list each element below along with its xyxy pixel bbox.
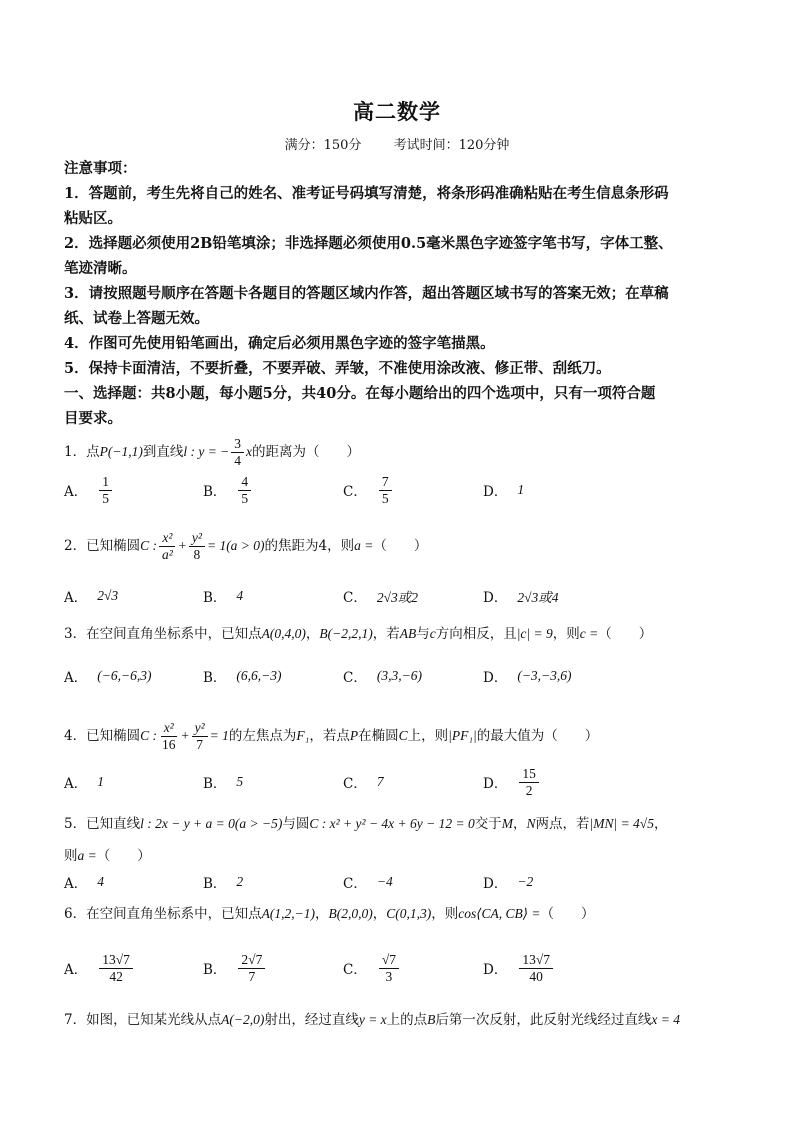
q4-stem: ，若点: [309, 728, 350, 744]
question-6: 6．在空间直角坐标系中，已知点A(1,2,−1)，B(2,0,0)，C(0,1,3)，则cos⟨CA, CB⟩ =（ ）: [64, 906, 595, 922]
q2-stem: 2．已知椭圆: [64, 538, 141, 554]
q7-stem: 射出，经过直线: [264, 1012, 359, 1028]
q4-fraction-x: $\frac{\text{x²}}{16}$: [161, 720, 176, 752]
q5-stem: 交于: [474, 816, 502, 832]
q6-stem: ，则: [431, 906, 459, 922]
question-7: [64, 1010, 744, 1030]
exam-time: 考试时间：120分钟: [393, 138, 510, 153]
q5-stem: 与圆: [282, 816, 310, 832]
q5-stem: 5．已知直线: [64, 816, 141, 832]
q4-stem: 上，则: [407, 728, 449, 744]
q1-line-eq: x: [246, 444, 253, 459]
q7-stem: 后第一次反射，此反射光线经过直线: [435, 1012, 652, 1028]
q2-option-c[interactable]: C． 2√3或2: [343, 590, 419, 606]
q5-option-d[interactable]: D． −2: [483, 874, 534, 892]
q6-point-c: C(0,1,3): [386, 906, 432, 921]
q1-option-c[interactable]: C． $\frac{7}{5}$: [343, 470, 394, 510]
full-score: 满分：150分: [284, 138, 362, 153]
note-line: 5．保持卡面清洁，不要折叠，不要弄破、弄皱，不准使用涂改液、修正带、刮纸刀。: [64, 360, 611, 377]
q3-option-d[interactable]: D． (−3,−3,6): [483, 668, 572, 686]
q4-option-d[interactable]: D． $\frac{15}{2}$: [483, 762, 541, 802]
q2-ask: a =: [354, 538, 374, 553]
q4-stem: 4．已知椭圆: [64, 728, 141, 744]
q5-chord-length: |MN| = 4√5: [589, 816, 654, 831]
q3-stem: ，则: [552, 626, 580, 642]
q5-option-a[interactable]: A． 4: [64, 874, 104, 892]
q5-circle-eq: C : x² + y² − 4x + 6y − 12 = 0: [309, 816, 475, 831]
q3-magnitude: |c| = 9: [516, 626, 553, 641]
question-3: 3．在空间直角坐标系中，已知点A(0,4,0)，B(−2,2,1)，若AB与c方向相反，且|c| = 9，则c =（ ）: [64, 626, 653, 642]
q1-stem: 1．点: [64, 444, 100, 460]
q1-stem: 到直线: [142, 444, 184, 460]
note-line: 笔迹清晰。: [64, 260, 137, 277]
q6-point-a: A(1,2,−1): [261, 906, 315, 921]
q2-ellipse-name: C :: [140, 538, 157, 553]
q4-option-b[interactable]: B． 5: [203, 774, 244, 792]
q3-vector-ab: AB: [399, 626, 417, 641]
notes-block: [64, 156, 744, 431]
notes-heading: 注意事项：: [64, 160, 137, 177]
q3-options: [64, 656, 744, 696]
q1-line-eq: l : y = −: [183, 444, 230, 459]
q1-option-d[interactable]: D． 1: [483, 482, 525, 500]
q4-distance: |PF₁|: [448, 728, 477, 743]
q5-ask: a =: [77, 848, 97, 863]
question-2: 2．已知椭圆C : $\frac{\text{x²}}{\text{a²}}$ + $\frac{\text{y²}}{8}$ = 1(a > 0)的焦距为4，则a =（ ）: [64, 530, 428, 562]
note-line: 1．答题前，考生先将自己的姓名、准考证号码填写清楚，将条形码准确粘贴在考生信息条形码: [64, 185, 669, 202]
q6-option-b[interactable]: B． $\frac{2√7}{7}$: [203, 948, 267, 988]
q6-option-a[interactable]: A． $\frac{13√7}{42}$: [64, 948, 135, 988]
question-5: 5．已知直线l : 2x − y + a = 0(a > −5)与圆C : x² + y² − 4x + 6y − 12 = 0交于M，N两点，若|MN| = 4√5，: [64, 816, 668, 832]
q3-stem: 3．在空间直角坐标系中，已知点: [64, 626, 262, 642]
q2-options: [64, 576, 744, 616]
q1-options: [64, 470, 744, 510]
note-line: 纸、试卷上答题无效。: [64, 310, 209, 327]
q4-options: [64, 762, 744, 802]
q4-stem: 在椭圆: [358, 728, 399, 744]
q4-equation: = 1: [209, 728, 229, 743]
q2-option-b[interactable]: B． 4: [203, 588, 244, 606]
q1-option-b[interactable]: B． $\frac{4}{5}$: [203, 470, 253, 510]
q2-equation: = 1(a > 0): [206, 538, 265, 553]
q5-options: [64, 862, 744, 902]
section-heading-cont: 目要求。: [64, 410, 122, 427]
q2-fraction-x: $\frac{\text{x²}}{\text{a²}}$: [159, 530, 176, 563]
q6-option-c[interactable]: C． $\frac{√7}{3}$: [343, 948, 401, 988]
section-heading: 一、选择题：共8小题，每小题5分，共40分。在每小题给出的四个选项中，只有一项符合题: [64, 385, 656, 402]
q4-stem: 的最大值为（ ）: [476, 728, 599, 744]
q6-stem: （ ）: [540, 906, 595, 922]
q7-stem: 上的点: [386, 1012, 428, 1028]
q4-point-p: P: [349, 728, 359, 743]
q2-stem: 的焦距为4，则: [264, 538, 355, 554]
q3-point-b: B(−2,2,1): [319, 626, 373, 641]
q4-focus: F₁: [296, 728, 310, 743]
q6-cosine: cos⟨CA, CB⟩ =: [458, 906, 541, 921]
q2-stem: （ ）: [373, 538, 428, 554]
note-line: 4．作图可先使用铅笔画出，确定后必须用黑色字迹的签字笔描黑。: [64, 335, 495, 352]
q6-options: [64, 948, 744, 988]
q2-fraction-y: $\frac{\text{y²}}{8}$: [189, 530, 205, 563]
question-5-cont: 则a =（ ）: [64, 848, 151, 864]
q3-stem: ，若: [372, 626, 400, 642]
q4-stem: 的左焦点为: [228, 728, 297, 744]
q1-option-a[interactable]: A． $\frac{1}{5}$: [64, 470, 114, 510]
note-line: 2．选择题必须使用2B铅笔填涂；非选择题必须使用0.5毫米黑色字迹签字笔书写，字体工整、: [64, 235, 673, 252]
q1-fraction: $\frac{3}{4}$: [231, 436, 244, 469]
q4-option-c[interactable]: C． 7: [343, 774, 384, 792]
q5-option-c[interactable]: C． −4: [343, 874, 393, 892]
q5-line-eq: l : 2x − y + a = 0(a > −5): [140, 816, 283, 831]
q7-stem: 7．如图，已知某光线从点: [64, 1012, 222, 1028]
q7-point-b: B: [427, 1012, 436, 1027]
question-1: [64, 436, 744, 469]
q3-vector-c: c: [429, 626, 436, 641]
exam-title: 高二数学: [353, 99, 441, 124]
q2-option-d[interactable]: D． 2√3或4: [483, 590, 559, 606]
question-4: 4．已知椭圆C : $\frac{\text{x²}}{16}$ + $\frac{\text{y²}}{7}$ = 1的左焦点为F₁，若点P在椭圆C上，则|PF₁|的最大值为（ ）: [64, 720, 599, 752]
q3-stem: 方向相反，且: [435, 626, 517, 642]
q1-point: P(−1,1): [99, 444, 143, 459]
q3-option-b[interactable]: B． (6,6,−3): [203, 668, 282, 686]
q3-option-c[interactable]: C． (3,3,−6): [343, 668, 422, 686]
q6-stem: 6．在空间直角坐标系中，已知点: [64, 906, 262, 922]
q5-option-b[interactable]: B． 2: [203, 874, 244, 892]
q4-ellipse-name: C :: [140, 728, 157, 743]
q3-stem: （ ）: [598, 626, 653, 642]
note-line: 粘贴区。: [64, 210, 122, 227]
q4-option-a[interactable]: A． 1: [64, 774, 104, 792]
q3-option-a[interactable]: A． (−6,−6,3): [64, 668, 152, 686]
q1-stem: 的距离为（ ）: [252, 444, 361, 460]
q7-line-2: x = 4: [651, 1012, 681, 1027]
q3-point-a: A(0,4,0): [261, 626, 306, 641]
q3-stem: 与: [416, 626, 430, 642]
q5-stem: 两点，若: [535, 816, 590, 832]
q6-point-b: B(2,0,0): [328, 906, 373, 921]
q6-option-d[interactable]: D． $\frac{13√7}{40}$: [483, 948, 555, 988]
exam-meta: [0, 134, 794, 153]
q7-line-1: y = x: [358, 1012, 387, 1027]
note-line: 3．请按照题号顺序在答题卡各题目的答题区域内作答，超出答题区域书写的答案无效；在草稿: [64, 285, 669, 302]
q7-point-a: A(−2,0): [221, 1012, 265, 1027]
q4-fraction-y: $\frac{\text{y²}}{7}$: [192, 720, 208, 753]
q3-ask: c =: [579, 626, 599, 641]
q2-option-a[interactable]: A． 2√3: [64, 588, 119, 606]
